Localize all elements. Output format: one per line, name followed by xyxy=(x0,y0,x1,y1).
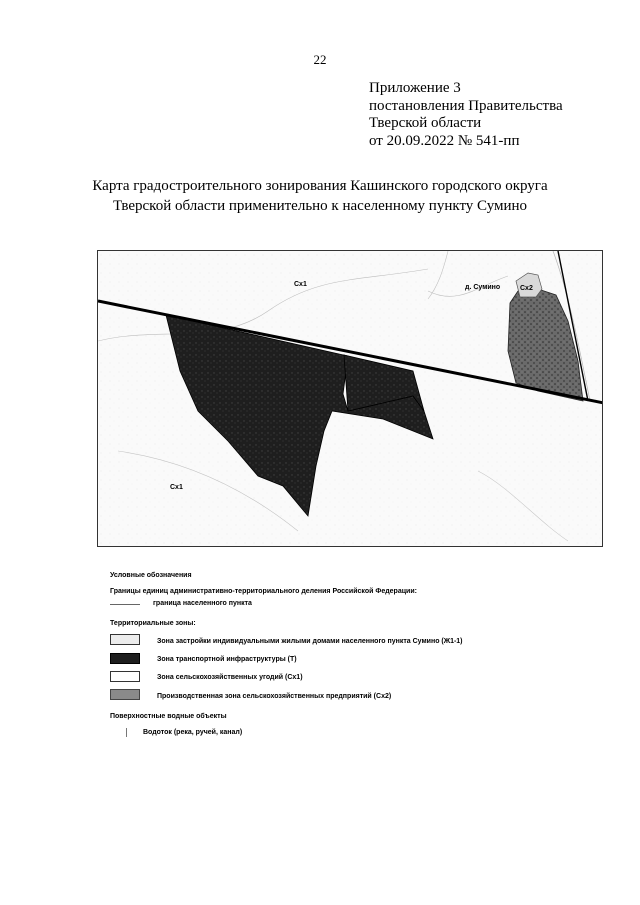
page-number: 22 xyxy=(313,52,327,67)
watercourse-symbol xyxy=(126,728,127,737)
appendix-line-3: Тверской области xyxy=(369,115,482,131)
residential-zone-swatch xyxy=(110,634,140,645)
title-line-1: Карта градостроительного зонирования Кашинского городского округа xyxy=(92,178,548,194)
legend-zone-zh: Зона застройки индивидуальными жилыми домами населенного пункта Сумино (Ж1-1) xyxy=(157,638,463,645)
agricultural-zone-swatch xyxy=(110,671,140,682)
map-label-cx1-top: Сх1 xyxy=(294,281,307,288)
appendix-block xyxy=(369,80,563,150)
legend-zone-cx2: Производственная зона сельскохозяйственных предприятий (Сх2) xyxy=(157,693,392,700)
legend-zones-heading: Территориальные зоны: xyxy=(110,620,196,627)
settlement-border-symbol xyxy=(110,604,140,605)
production-zone-swatch xyxy=(110,689,140,700)
transport-zone-swatch xyxy=(110,653,140,664)
legend-zone-cx1: Зона сельскохозяйственных угодий (Сх1) xyxy=(157,674,303,681)
map-graphic xyxy=(98,251,603,547)
appendix-line-4: от 20.09.2022 № 541-пп xyxy=(369,132,520,149)
document-title xyxy=(0,176,640,216)
legend-zone-t: Зона транспортной инфраструктуры (Т) xyxy=(157,656,297,663)
legend-water-heading: Поверхностные водные объекты xyxy=(110,713,227,720)
zoning-map xyxy=(97,250,603,547)
appendix-line-1: Приложение 3 xyxy=(369,80,461,96)
map-label-cx2: Сх2 xyxy=(520,285,533,292)
legend-watercourse: Водоток (река, ручей, канал) xyxy=(143,729,243,736)
map-label-settlement: д. Сумино xyxy=(465,284,501,291)
legend-settlement-border: граница населенного пункта xyxy=(153,600,252,607)
legend-admin-borders: Границы единиц административно-территориального деления Российской Федерации: xyxy=(110,588,417,595)
legend-heading: Условные обозначения xyxy=(110,572,192,579)
title-line-2: Тверской области применительно к населенному пункту Сумино xyxy=(112,198,528,214)
appendix-line-2: постановления Правительства xyxy=(369,97,563,114)
map-label-cx1-bottom: Сх1 xyxy=(170,484,183,491)
